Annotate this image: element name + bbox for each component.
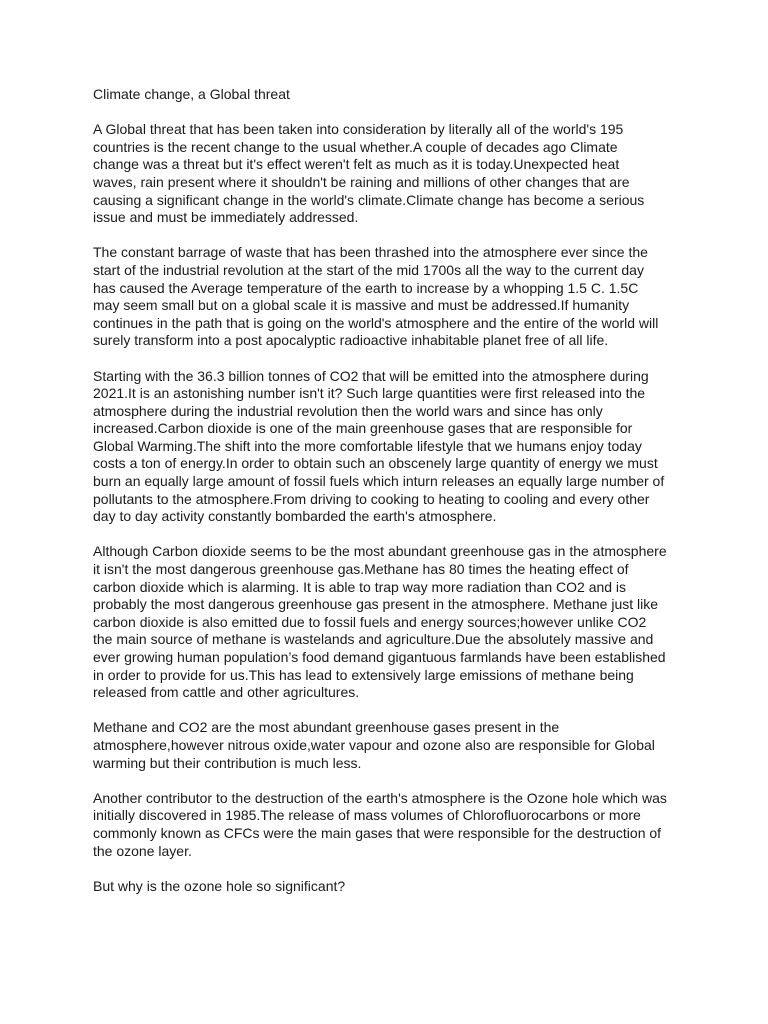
paragraph-line: may seem small but on a global scale it is massive and must be addressed.If humanity bbox=[93, 297, 630, 314]
paragraph-line: change was a threat but it's effect weren't felt as much as it is today.Unexpected heat bbox=[93, 156, 620, 173]
paragraph-line: the main source of methane is wastelands and agriculture.Due the absolutely massive and bbox=[93, 631, 654, 648]
paragraph bbox=[93, 368, 683, 526]
paragraph-line: But why is the ozone hole so significant? bbox=[93, 877, 346, 894]
paragraph-line: Although Carbon dioxide seems to be the most abundant greenhouse gas in the atmosphere bbox=[93, 543, 667, 560]
paragraph-line: The constant barrage of waste that has been thrashed into the atmosphere ever since the bbox=[93, 244, 648, 261]
paragraph-line: Methane and CO2 are the most abundant greenhouse gases present in the bbox=[93, 719, 560, 736]
paragraph bbox=[93, 790, 683, 860]
paragraph-line: 2021.It is an astonishing number isn't it? Such large quantities were first released into the bbox=[93, 385, 646, 402]
paragraph-line: the ozone layer. bbox=[93, 842, 192, 859]
paragraph-line: Global Warming.The shift into the more comfortable lifestyle that we humans enjoy today bbox=[93, 437, 642, 454]
document-body bbox=[93, 121, 683, 895]
paragraph-line: issue and must be immediately addressed. bbox=[93, 209, 359, 226]
paragraph-line: day to day activity constantly bombarded the earth's atmosphere. bbox=[93, 508, 497, 525]
paragraph bbox=[93, 244, 683, 350]
paragraph-line: carbon dioxide is also emitted due to fossil fuels and energy sources;however unlike CO2 bbox=[93, 613, 647, 630]
paragraph-line: causing a significant change in the world's climate.Climate change has become a serious bbox=[93, 191, 645, 208]
paragraph-line: burn an equally large amount of fossil fuels which inturn releases an equally large number of bbox=[93, 473, 665, 490]
paragraph-line: commonly known as CFCs were the main gases that were responsible for the destruction of bbox=[93, 824, 662, 841]
paragraph bbox=[93, 121, 683, 227]
paragraph-line: in order to provide for us.This has lead to extensively large emissions of methane being bbox=[93, 666, 634, 683]
paragraph-line: countries is the recent change to the usual whether.A couple of decades ago Climate bbox=[93, 138, 618, 155]
paragraph-line: surely transform into a post apocalyptic radioactive inhabitable planet free of all life. bbox=[93, 332, 609, 349]
paragraph-line: atmosphere during the industrial revolution then the world wars and since has only bbox=[93, 402, 603, 419]
paragraph-line: probably the most dangerous greenhouse gas present in the atmosphere. Methane just like bbox=[93, 596, 659, 613]
paragraph bbox=[93, 719, 683, 772]
paragraph-line: increased.Carbon dioxide is one of the main greenhouse gases that are responsible for bbox=[93, 420, 633, 437]
document-page bbox=[93, 86, 683, 913]
paragraph-line: start of the industrial revolution at the start of the mid 1700s all the way to the current day bbox=[93, 261, 644, 278]
paragraph-line: it isn't the most dangerous greenhouse gas.Methane has 80 times the heating effect of bbox=[93, 561, 629, 578]
paragraph-line: initially discovered in 1985.The release of mass volumes of Chlorofluorocarbons or more bbox=[93, 807, 641, 824]
paragraph-line: Another contributor to the destruction of the earth's atmosphere is the Ozone hole which was bbox=[93, 789, 667, 806]
paragraph-line: released from cattle and other agricultures. bbox=[93, 684, 360, 701]
paragraph-line: costs a ton of energy.In order to obtain such an obscenely large quantity of energy we must bbox=[93, 455, 658, 472]
paragraph-line: atmosphere,however nitrous oxide,water vapour and ozone also are responsible for Global bbox=[93, 736, 655, 753]
paragraph-line: warming but their contribution is much less. bbox=[93, 754, 362, 771]
paragraph-line: continues in the path that is going on the world's atmosphere and the entire of the world will bbox=[93, 314, 659, 331]
document-title: Climate change, a Global threat bbox=[93, 86, 290, 102]
paragraph-line: waves, rain present where it shouldn't be raining and millions of other changes that are bbox=[93, 173, 630, 190]
paragraph bbox=[93, 878, 683, 896]
paragraph bbox=[93, 543, 683, 701]
paragraph-line: ever growing human population’s food demand gigantuous farmlands have been established bbox=[93, 649, 666, 665]
paragraph-line: A Global threat that has been taken into consideration by literally all of the world's 195 bbox=[93, 121, 624, 138]
paragraph-line: Starting with the 36.3 billion tonnes of CO2 that will be emitted into the atmosphere during bbox=[93, 367, 649, 384]
paragraph-line: pollutants to the atmosphere.From driving to cooking to heating to cooling and every other bbox=[93, 490, 650, 507]
paragraph-line: carbon dioxide which is alarming. It is able to trap way more radiation than CO2 and is bbox=[93, 578, 627, 595]
paragraph-line: has caused the Average temperature of the earth to increase by a whopping 1.5 C. 1.5C bbox=[93, 279, 639, 296]
